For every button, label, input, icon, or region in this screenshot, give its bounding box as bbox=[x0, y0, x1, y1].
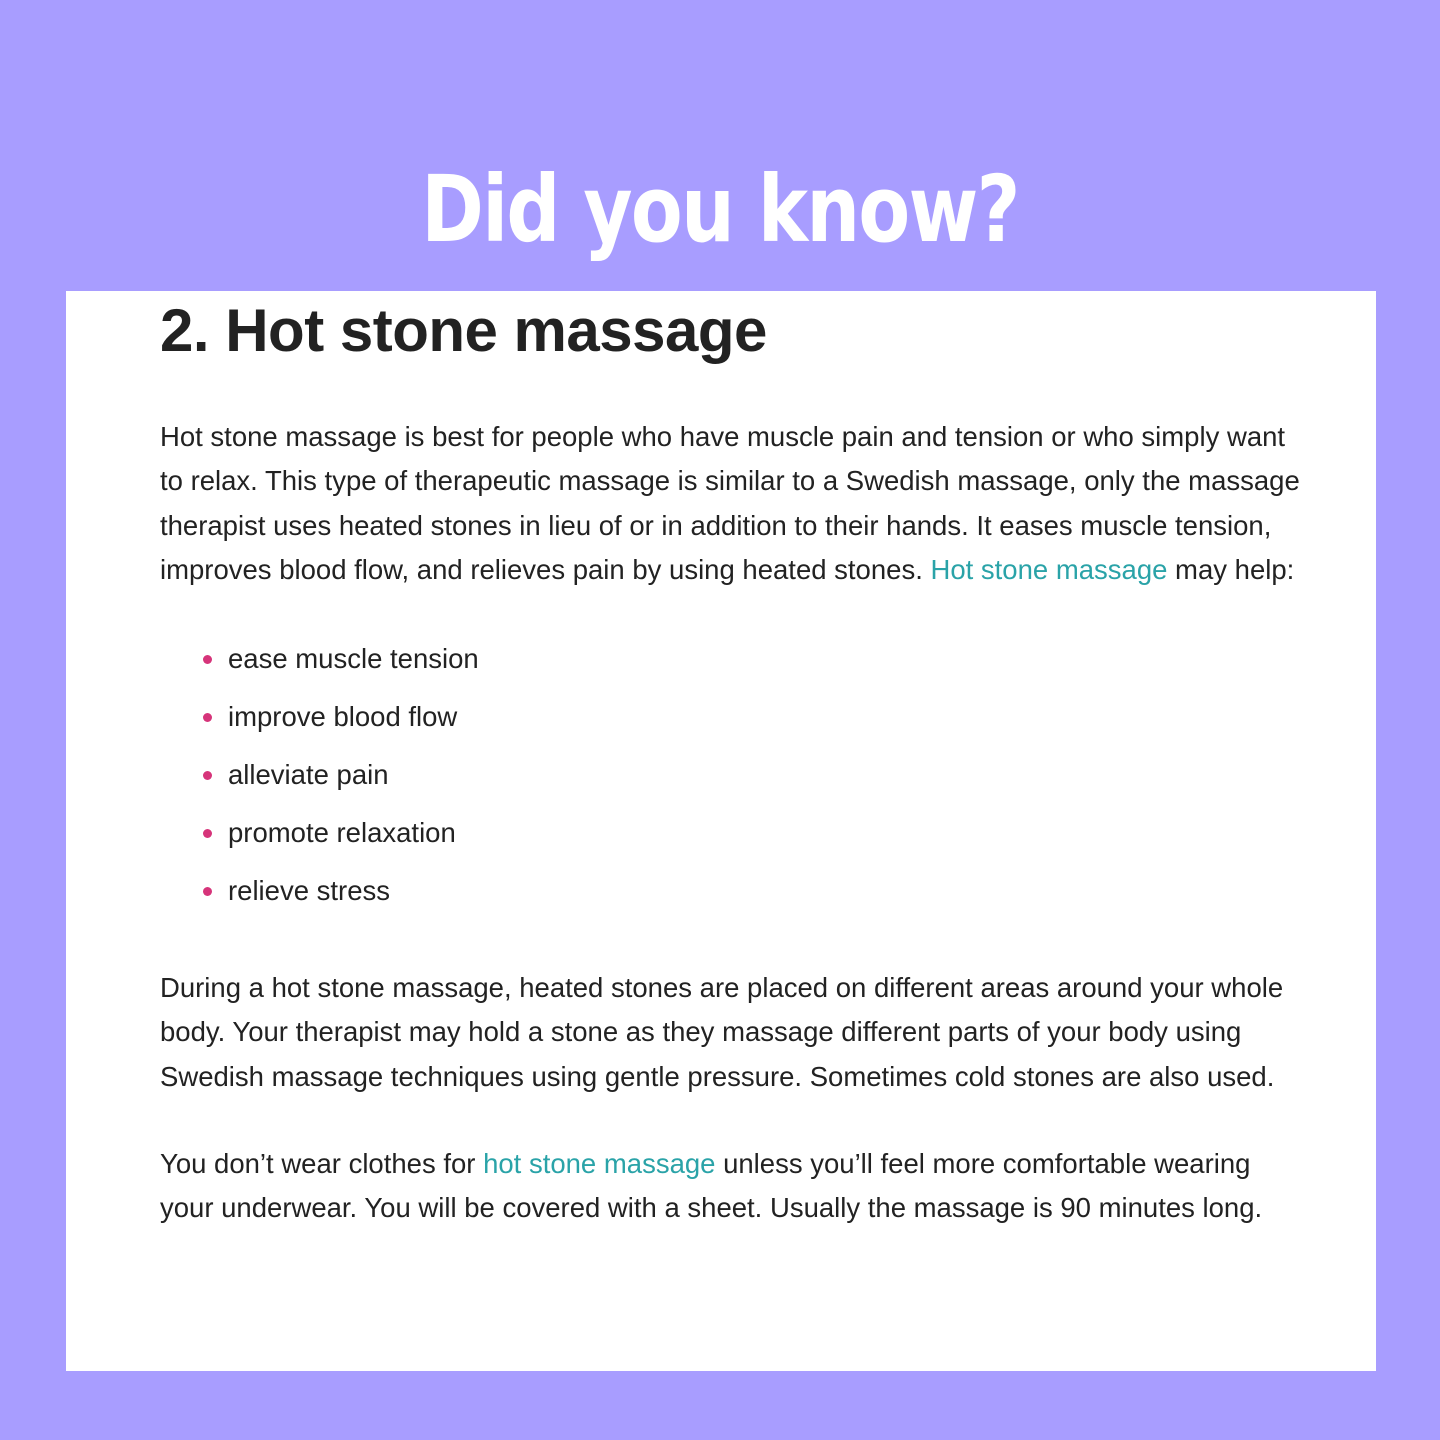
list-item-label: alleviate pain bbox=[228, 759, 389, 791]
list-item bbox=[160, 862, 1300, 920]
hot-stone-massage-link[interactable]: Hot stone massage bbox=[930, 553, 1168, 585]
article-heading: 2. Hot stone massage bbox=[160, 297, 767, 364]
intro-text-end: may help: bbox=[1167, 553, 1295, 585]
bullet-dot-icon bbox=[203, 829, 212, 838]
list-item bbox=[160, 746, 1300, 804]
bullet-dot-icon bbox=[203, 887, 212, 896]
article-content bbox=[160, 291, 1300, 1231]
hot-stone-massage-link-2[interactable]: hot stone massage bbox=[483, 1148, 716, 1180]
bullet-dot-icon bbox=[203, 771, 212, 780]
article-card bbox=[66, 291, 1376, 1371]
list-item bbox=[160, 688, 1300, 746]
clothing-paragraph bbox=[160, 1142, 1300, 1231]
list-item bbox=[160, 804, 1300, 862]
bullet-dot-icon bbox=[203, 655, 212, 664]
intro-paragraph bbox=[160, 415, 1300, 592]
bullet-dot-icon bbox=[203, 713, 212, 722]
intro-text: Hot stone massage is best for people who have muscle pain and tension or who simply want to relax. This type of therapeutic massage is similar to a Swedish massage, only the massage therapist uses heated stones in lieu of or in addition to their hands. It eases muscle tension, improves blood flow, and relieves pain by using heated stones. bbox=[160, 421, 1300, 585]
clothing-text: You don’t wear clothes for bbox=[160, 1148, 484, 1180]
list-item bbox=[160, 630, 1300, 688]
list-item-label: improve blood flow bbox=[228, 701, 458, 733]
list-item-label: promote relaxation bbox=[228, 817, 456, 849]
clothing-text-end: unless you’ll feel more comfortable wearing your underwear. You will be covered with a sheet. Usually the massage is 90 minutes long. bbox=[160, 1148, 1263, 1224]
benefits-list bbox=[160, 630, 1300, 920]
during-paragraph: During a hot stone massage, heated stones are placed on different areas around your whole body. Your therapist may hold a stone as they massage different parts of your body using Swedish massage techniques using gentle pressure. Sometimes cold stones are also used. bbox=[160, 972, 1284, 1092]
banner-title: Did you know? bbox=[421, 156, 1019, 263]
list-item-label: relieve stress bbox=[228, 875, 390, 907]
list-item-label: ease muscle tension bbox=[228, 643, 479, 675]
